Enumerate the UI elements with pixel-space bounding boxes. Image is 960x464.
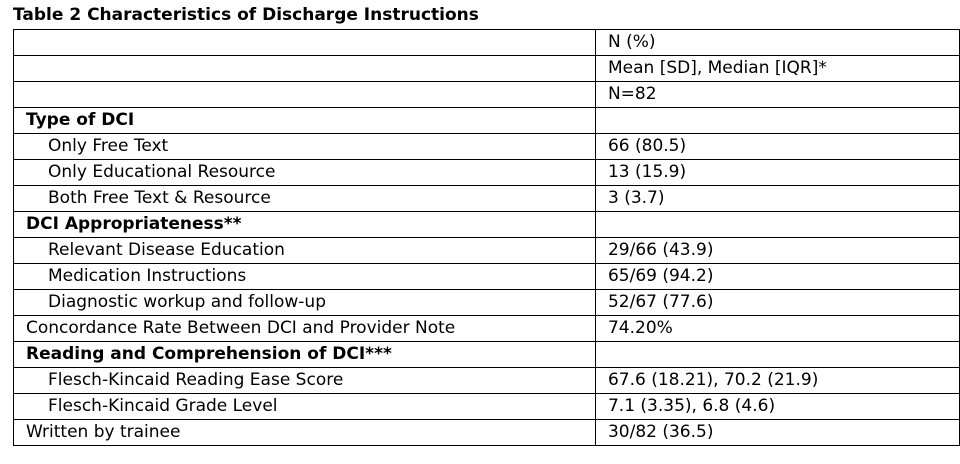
header-row-n-total [14,82,960,108]
table-row [14,186,960,212]
table-row [14,368,960,394]
row-label: Written by trainee [14,420,596,446]
empty-header-cell [14,30,596,56]
row-label: DCI Appropriateness** [14,212,596,238]
row-value [595,212,959,238]
row-value: 13 (15.9) [595,160,959,186]
row-value: 74.20% [595,316,959,342]
table-row [14,394,960,420]
row-value: 65/69 (94.2) [595,264,959,290]
row-label: Type of DCI [14,108,596,134]
discharge-instructions-table [13,29,960,446]
row-label: Diagnostic workup and follow-up [14,290,596,316]
table-row [14,316,960,342]
section-row-type-of-dci [14,108,960,134]
table-row [14,290,960,316]
row-label: Reading and Comprehension of DCI*** [14,342,596,368]
row-label: Flesch-Kincaid Reading Ease Score [14,368,596,394]
row-value: 7.1 (3.35), 6.8 (4.6) [595,394,959,420]
section-row-reading-comprehension [14,342,960,368]
row-value: 66 (80.5) [595,134,959,160]
header-row-mean-median [14,56,960,82]
table-title: Table 2 Characteristics of Discharge Instructions [13,5,479,25]
row-label: Medication Instructions [14,264,596,290]
row-value [595,342,959,368]
header-cell: N (%) [595,30,959,56]
row-label: Relevant Disease Education [14,238,596,264]
row-value: 30/82 (36.5) [595,420,959,446]
row-label: Only Educational Resource [14,160,596,186]
row-label: Concordance Rate Between DCI and Provider Note [14,316,596,342]
table-row [14,238,960,264]
row-label: Flesch-Kincaid Grade Level [14,394,596,420]
row-label: Both Free Text & Resource [14,186,596,212]
row-value: 29/66 (43.9) [595,238,959,264]
table-row [14,264,960,290]
row-value [595,108,959,134]
row-value: 3 (3.7) [595,186,959,212]
table-row [14,134,960,160]
header-cell: Mean [SD], Median [IQR]* [595,56,959,82]
section-row-dci-appropriateness [14,212,960,238]
header-cell: N=82 [595,82,959,108]
row-value: 67.6 (18.21), 70.2 (21.9) [595,368,959,394]
empty-header-cell [14,56,596,82]
row-value: 52/67 (77.6) [595,290,959,316]
row-label: Only Free Text [14,134,596,160]
header-row-n-percent [14,30,960,56]
table-row [14,160,960,186]
empty-header-cell [14,82,596,108]
table-row [14,420,960,446]
